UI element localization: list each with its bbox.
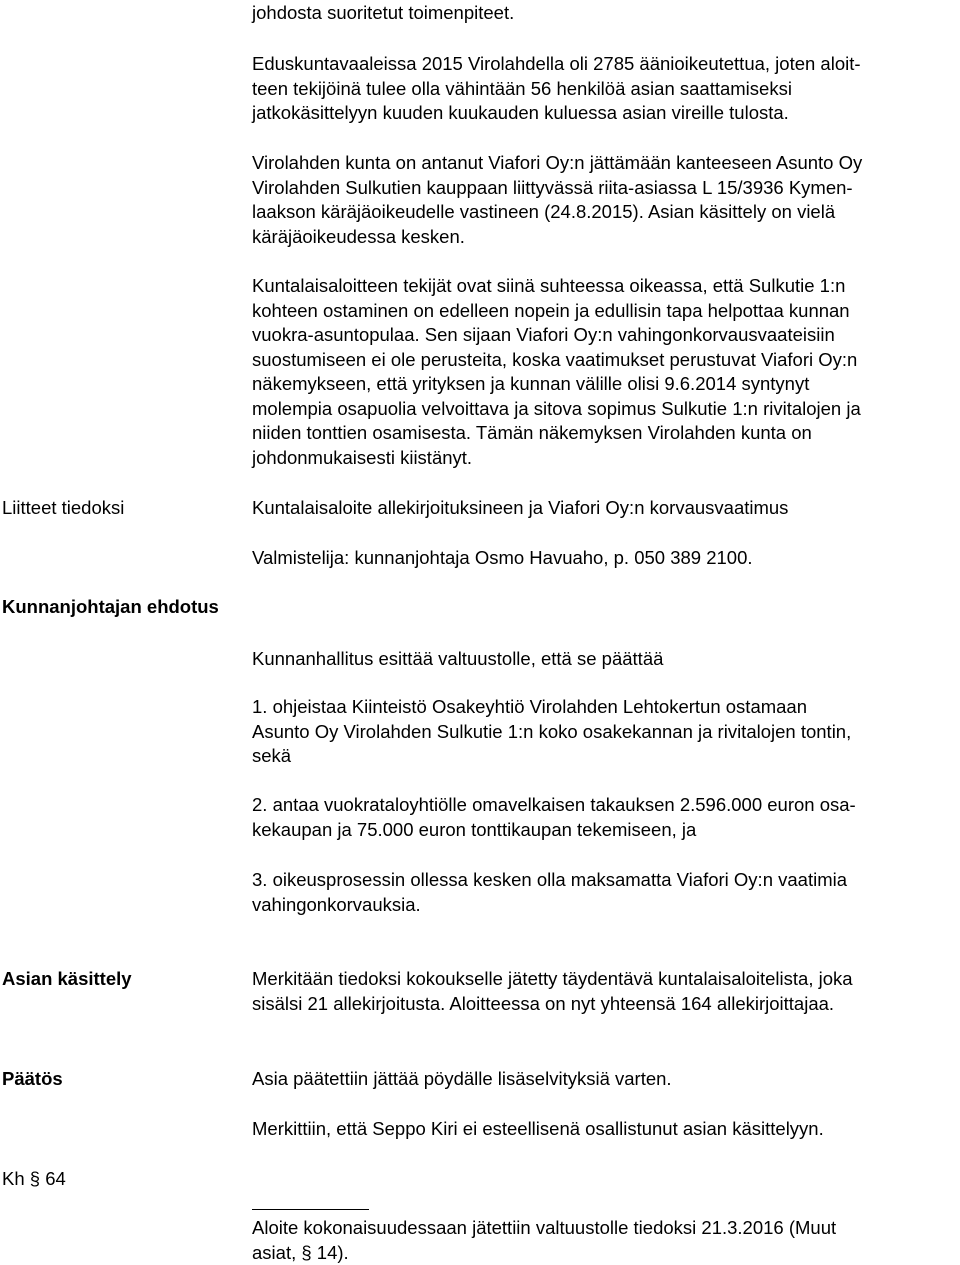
proposal-item-1: 1. ohjeistaa Kiinteistö Osakeyhtiö Virolahden Lehtokertun ostamaan Asunto Oy Virolahden Sulkutie 1:n koko osakekannan ja rivitalojen tontin, sekä	[252, 696, 852, 766]
decision-label: Päätös	[2, 1068, 63, 1089]
separator-line	[252, 1209, 369, 1210]
intro-line: johdosta suoritetut toimenpiteet.	[252, 2, 515, 23]
decision-text: Asia päätettiin jättää pöydälle lisäselvityksiä varten.	[252, 1068, 672, 1089]
attachments-text: Kuntalaisaloite allekirjoituksineen ja Viafori Oy:n korvausvaatimus	[252, 497, 789, 518]
followup-text: Aloite kokonaisuudessaan jätettiin valtuustolle tiedoksi 21.3.2016 (Muut asiat, § 14).	[252, 1217, 837, 1263]
proposal-intro: Kunnanhallitus esittää valtuustolle, että se päättää	[252, 648, 664, 669]
handling-label: Asian käsittely	[2, 968, 132, 989]
proposal-label: Kunnanjohtajan ehdotus	[2, 596, 219, 617]
handling-text: Merkitään tiedoksi kokoukselle jätetty täydentävä kuntalaisaloitelista, joka sisälsi 21 allekirjoitusta. Aloitteessa on nyt yhteensä 164 allekirjoittajaa.	[252, 968, 853, 1014]
paragraph-kuntalaisaloite: Kuntalaisaloitteen tekijät ovat siinä suhteessa oikeassa, että Sulkutie 1:n kohteen ostaminen on edelleen nopein ja edullisin tapa helpottaa kunnan vuokra-asuntopulaa. Sen sijaan Viafori Oy:n vahingonkorvausvaateisiin suostumiseen ei ole perusteita, koska vaatimukset perustuvat Viafori Oy:n näkemykseen, että yrityksen ja kunnan välille olisi 9.6.2014 syntynyt molempia osapuolia velvoittava ja sitova sopimus Sulkutie 1:n rivitalojen ja niiden tonttien osamisesta. Tämän näkemyksen Virolahden kunta on johdonmukaisesti kiistänyt.	[252, 275, 861, 468]
followup-label: Kh § 64	[2, 1168, 66, 1189]
decision-note: Merkittiin, että Seppo Kiri ei esteellisenä osallistunut asian käsittelyyn.	[252, 1118, 824, 1139]
paragraph-kanne: Virolahden kunta on antanut Viafori Oy:n jättämään kanteeseen Asunto Oy Virolahden Sulkutien kauppaan liittyvässä riita-asiassa L 15/3936 Kymen- laakson käräjäoikeudelle vastineen (24.8.2015). Asian käsittely on vielä käräjäoikeudessa kesken.	[252, 152, 863, 247]
attachments-label: Liitteet tiedoksi	[2, 497, 125, 518]
proposal-item-2: 2. antaa vuokrataloyhtiölle omavelkaisen takauksen 2.596.000 euron osa- kekaupan ja 75.000 euron tonttikaupan tekemiseen, ja	[252, 794, 856, 840]
paragraph-vaalit: Eduskuntavaaleissa 2015 Virolahdella oli 2785 äänioikeutettua, joten aloit- teen tekijöinä tulee olla vähintään 56 henkilöä asian saattamiseksi jatkokäsittelyyn kuuden kuukauden kuluessa asian vireille tulosta.	[252, 53, 861, 123]
proposal-item-3: 3. oikeusprosessin ollessa kesken olla maksamatta Viafori Oy:n vaatimia vahingonkorvauksia.	[252, 869, 848, 915]
preparer-line: Valmistelija: kunnanjohtaja Osmo Havuaho, p. 050 389 2100.	[252, 547, 753, 568]
